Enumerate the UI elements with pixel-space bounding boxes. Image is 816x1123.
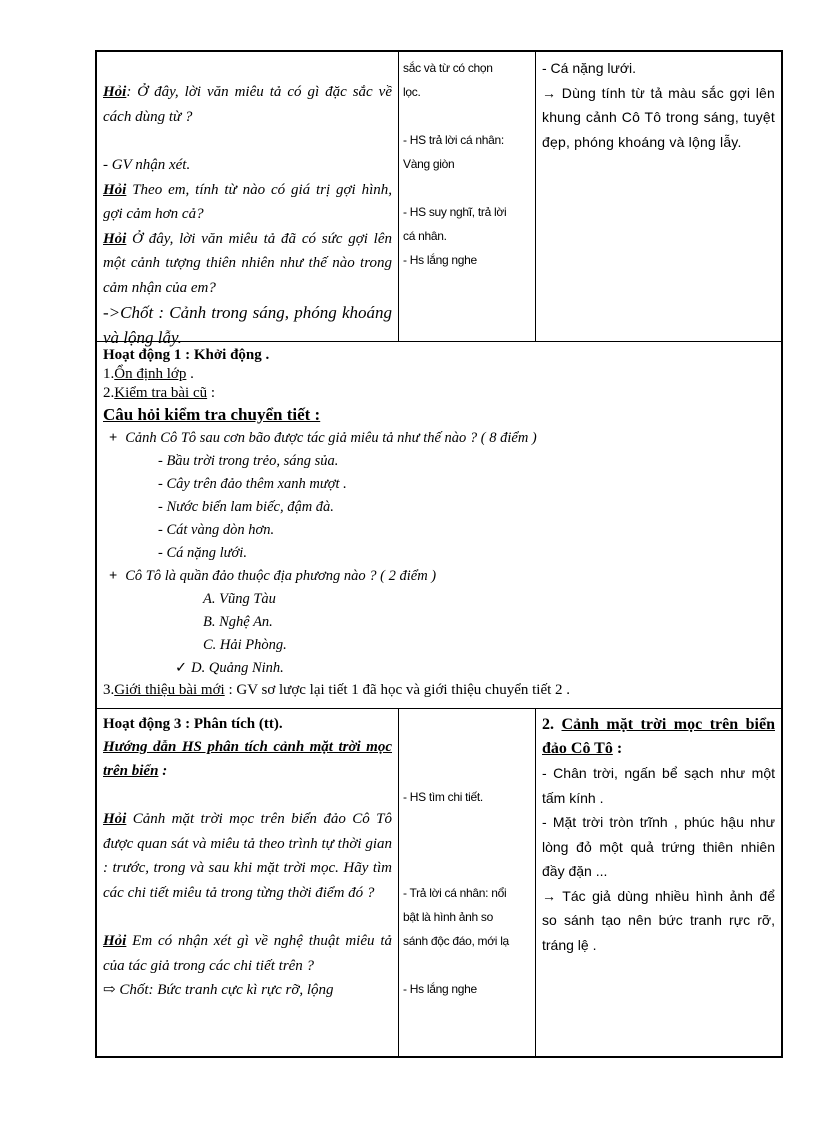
section-heading: 2. Cảnh mặt trời mọc trên biển đảo Cô Tô : [542, 716, 775, 757]
quiz-question-1: + Cảnh Cô Tô sau cơn bão được tác giả miêu tả như thế nào ? ( 8 điểm ) [109, 430, 537, 446]
student-activity-cell: - HS tìm chi tiết. - Trả lời cá nhân: nổi bật là hình ảnh so sánh độc đáo, mới lạ - Hs lắng nghe [399, 709, 536, 1056]
teacher-activity-cell: Hoạt động 3 : Phân tích (tt). Hướng dẫn HS phân tích cảnh mặt trời mọc trên biển : Hỏi Cảnh mặt trời mọc trên biển đảo Cô Tô được quan sát và miêu tả theo trình tự thời gian : trước, trong và sau khi mặt trời mọc. Hãy tìm các chi tiết miêu tả trong từng thời điểm đó ? Hỏi Em có nhận xét gì về nghệ thuật miêu tả của tác giả trong các chi tiết trên ? ⇨ Chốt: Bức tranh cực kì rực rỡ, lộng [97, 709, 399, 1056]
question-2: Hỏi Em có nhận xét gì về nghệ thuật miêu tả của tác giả trong các chi tiết trên ? [103, 933, 392, 974]
content-cell: 2. Cảnh mặt trời mọc trên biển đảo Cô Tô : - Chân trời, ngấn bể sạch như một tấm kính . - Mặt trời tròn trĩnh , phúc hậu như lòng đỏ một quả trứng thiên nhiên đầy đặn ... → Tác giả dùng nhiều hình ảnh để so sánh tạo nên bức tranh rực rỡ, tráng lệ . [536, 709, 781, 1056]
lesson-plan-table [95, 50, 783, 1058]
teacher-activity-cell [97, 52, 399, 347]
question-1: Hỏi: Ở đây, lời văn miêu tả có gì đặc sắc về cách dùng từ ? [103, 84, 392, 125]
plus-bullet-icon: + [109, 430, 118, 446]
conclusion: ⇨ Chốt: Bức tranh cực kì rực rỡ, lộng [103, 982, 334, 998]
quiz-question-2: + Cô Tô là quần đảo thuộc địa phương nào ? ( 2 điểm ) [109, 568, 437, 584]
arrow-right-icon: → [542, 84, 557, 101]
table-row-2: Hoạt động 1 : Khởi động . 1.Ổn định lớp . 2.Kiểm tra bài cũ : Câu hỏi kiểm tra chuyển tiết : + Cảnh Cô Tô sau cơn bão được tác giả miêu tả như thế nào ? ( 8 điểm ) - Bầu trời trong trẻo, sáng sủa. - Cây trên đảo thêm xanh mượt . - Nước biển lam biếc, đậm đà. - Cát vàng dòn hơn. - Cá nặng lưới. + Cô Tô là quần đảo thuộc địa phương nào ? ( 2 điểm ) A. Vũng Tàu B. Nghệ An. C. Hải Phòng. ✓ D. Quảng Ninh. 3.Giới thiệu bài mới : GV sơ lược lại tiết 1 đã học và giới thiệu chuyển tiết 2 . [95, 341, 783, 708]
activity-title: Hoạt động 3 : Phân tích (tt). [103, 716, 283, 732]
checkmark-icon: ✓ [175, 660, 188, 676]
question-1: Hỏi Cảnh mặt trời mọc trên biển đảo Cô Tô được quan sát và miêu tả theo trình tự thời gian : trước, trong và sau khi mặt trời mọc. Hãy tìm các chi tiết miêu tả trong từng thời điểm đó ? [103, 811, 392, 901]
quiz-title: Câu hỏi kiểm tra chuyển tiết : [103, 405, 321, 424]
plus-bullet-icon: + [109, 568, 118, 584]
arrow-right-icon: ⇨ [103, 982, 116, 998]
activity-title: Hoạt động 1 : Khởi động . [103, 347, 270, 363]
arrow-right-icon: → [542, 887, 556, 904]
teacher-remark: - GV nhận xét. [103, 157, 191, 173]
conclusion: ->Chốt : Cảnh trong sáng, phóng khoáng và lộng lẫy. [103, 303, 392, 347]
student-activity-cell: sắc và từ có chọn lọc. - HS trả lời cá nhân: Vàng giòn - HS suy nghĩ, trả lời cá nhân. - Hs lắng nghe [399, 52, 536, 341]
content-cell: - Cá nặng lưới. → Dùng tính từ tả màu sắc gợi lên khung cảnh Cô Tô trong sáng, tuyệt đẹp, phóng khoáng và lộng lẫy. [542, 60, 775, 150]
table-row-3 [95, 708, 783, 1058]
table-row-1 [95, 50, 783, 347]
question-3: Hỏi Ở đây, lời văn miêu tả đã có sức gợi lên một cảnh tượng thiên nhiên như thế nào trong cảm nhận của em? [103, 230, 392, 296]
question-2: Hỏi Theo em, tính từ nào có giá trị gợi hình, gợi cảm hơn cả? [103, 181, 392, 222]
